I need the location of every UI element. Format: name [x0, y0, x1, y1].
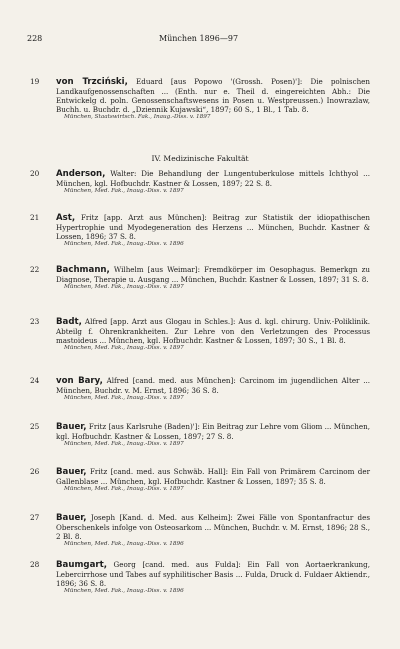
- entry-meta: München, Staatswirtsch. Fak., Inaug.-Diss. v. 1897: [64, 114, 211, 121]
- entry-body: [56, 560, 370, 588]
- entry-body: [56, 467, 370, 486]
- section-heading: IV. Medizinische Fakultät: [151, 154, 249, 163]
- entry-meta: München, Med. Fak., Inaug.-Diss. v. 1897: [64, 284, 184, 291]
- author-name: Anderson,: [56, 169, 106, 179]
- entry-meta: München, Med. Fak., Inaug.-Diss. v. 1897: [64, 395, 184, 402]
- entry-number: 24: [30, 376, 40, 385]
- author-name: Bauer,: [56, 513, 87, 523]
- author-name: von Bary,: [56, 376, 103, 386]
- author-name: von Trzciński,: [56, 77, 128, 87]
- entry-body: [56, 376, 370, 395]
- entry-27: [0, 513, 400, 549]
- entry-body: [56, 213, 370, 241]
- entry-24: [0, 376, 400, 403]
- entry-text: Walter: Die Behandlung der Lungentuberkulose mittels Ichthyol ... München, kgl. Hofbuchdr. Kastner & Lossen, 1897; 22 S. 8.: [56, 169, 370, 189]
- entry-meta: München, Med. Fak., Inaug.-Diss. v. 1897: [64, 188, 184, 195]
- entry-body: [56, 513, 370, 541]
- entry-number: 25: [30, 422, 40, 431]
- running-title: München 1896—97: [158, 34, 239, 43]
- entry-text: Wilhelm [aus Weimar]: Fremdkörper im Oesophagus. Bemerkgn zu Diagnose, Therapie u. Ausgang ... München, Buchdr. Kastner & Lossen, 1897; 31 S. 8.: [56, 265, 370, 285]
- entry-meta: München, Med. Fak., Inaug.-Diss. v. 1896: [64, 241, 184, 248]
- entry-body: [56, 317, 370, 345]
- entry-21: [0, 213, 400, 249]
- author-name: Bauer,: [56, 467, 87, 477]
- entry-number: 21: [30, 213, 40, 222]
- entry-26: [0, 467, 400, 494]
- entry-25: [0, 422, 400, 449]
- entry-number: 19: [30, 77, 40, 86]
- entry-body: [56, 265, 370, 284]
- entry-text: Fritz [aus Karlsruhe (Baden)']: Ein Beitrag zur Lehre vom Gliom ... München, kgl. Hofbuchdr. Kastner & Lossen, 1897; 27 S. 8.: [56, 422, 370, 442]
- entry-meta: München, Med. Fak., Inaug.-Diss. v. 1897: [64, 486, 184, 493]
- entry-body: [56, 77, 370, 114]
- entry-22: [0, 265, 400, 292]
- entry-text: Fritz [app. Arzt aus München]: Beitrag zur Statistik der idiopathischen Hypertrophie und Myodegeneration des Herzens ... München, Buchdr. Kastner & Lossen, 1896; 37 S. 8.: [56, 213, 370, 242]
- entry-meta: München, Med. Fak., Inaug.-Diss. v. 1896: [64, 541, 184, 548]
- entry-text: Alfred [cand. med. aus München]: Carcinom im jugendlichen Alter ... München, Buchdr. v. M. Ernst, 1896; 36 S. 8.: [56, 376, 371, 396]
- entry-text: Georg [cand. med. aus Fulda]: Ein Fall von Aortaerkrankung, Lebercirrhose und Tabes auf syphilitischer Basis ... Fulda, Druck d. Fuldaer Aktiendr., 1896; 36 S. 8.: [56, 560, 370, 589]
- entry-text: Alfred [app. Arzt aus Glogau in Schles.]: Aus d. kgl. chirurg. Univ.-Poliklinik. Abteilg f. Ohrenkrankheiten. Zur Lehre von den Verletzungen des Processus mastoideus ... München, kgl. Hofbuchdr. Kastner & Lossen, 1897; 30 S., 1 Bl. 8.: [56, 317, 370, 346]
- entry-body: [56, 422, 370, 441]
- entry-text: Eduard [aus Popowo '(Grossh. Posen)']: Die polnischen Landkaufgenossenschaften ... (Enth. nur e. Theil d. eingereichten Abh.: Die Entwickelg d. poln. Genossenschaftswesens in Posen u. Westpreussen.) Inowrazlaw, Buchh. u. Buchdr. d. „Dziennik Kujawski“, 1897; 60 S., 1 Bl., 1 Tab. 8.: [56, 77, 370, 115]
- entry-body: [56, 169, 370, 188]
- entry-number: 26: [30, 467, 40, 476]
- page-header: [27, 34, 370, 46]
- entry-number: 22: [30, 265, 40, 274]
- entry-number: 28: [30, 560, 40, 569]
- entry-20: [0, 169, 400, 196]
- author-name: Badt,: [56, 317, 82, 327]
- entry-meta: München, Med. Fak., Inaug.-Diss. v. 1897: [64, 345, 184, 352]
- entry-meta: München, Med. Fak., Inaug.-Diss. v. 1897: [64, 441, 184, 448]
- author-name: Bachmann,: [56, 265, 110, 275]
- author-name: Bauer,: [56, 422, 87, 432]
- entry-23: [0, 317, 400, 353]
- entry-28: [0, 560, 400, 596]
- entry-number: 20: [30, 169, 40, 178]
- entry-19: [0, 77, 400, 122]
- entry-number: 23: [30, 317, 40, 326]
- author-name: Baumgart,: [56, 560, 107, 570]
- page-number: 228: [27, 34, 43, 43]
- entry-number: 27: [30, 513, 40, 522]
- entry-text: Fritz [cand. med. aus Schwäb. Hall]: Ein Fall von Primärem Carcinom der Gallenblase ... München, kgl. Hofbuchdr. Kastner & Lossen, 1897; 35 S. 8.: [56, 467, 370, 487]
- author-name: Ast,: [56, 213, 76, 223]
- entry-meta: München, Med. Fak., Inaug.-Diss. v. 1896: [64, 588, 184, 595]
- entry-text: Joseph [Kand. d. Med. aus Kelheim]: Zwei Fälle von Spontanfractur des Oberschenkels infolge von Osteosarkom ... München, Buchdr. v. M. Ernst, 1896; 28 S., 2 Bl. 8.: [56, 513, 370, 542]
